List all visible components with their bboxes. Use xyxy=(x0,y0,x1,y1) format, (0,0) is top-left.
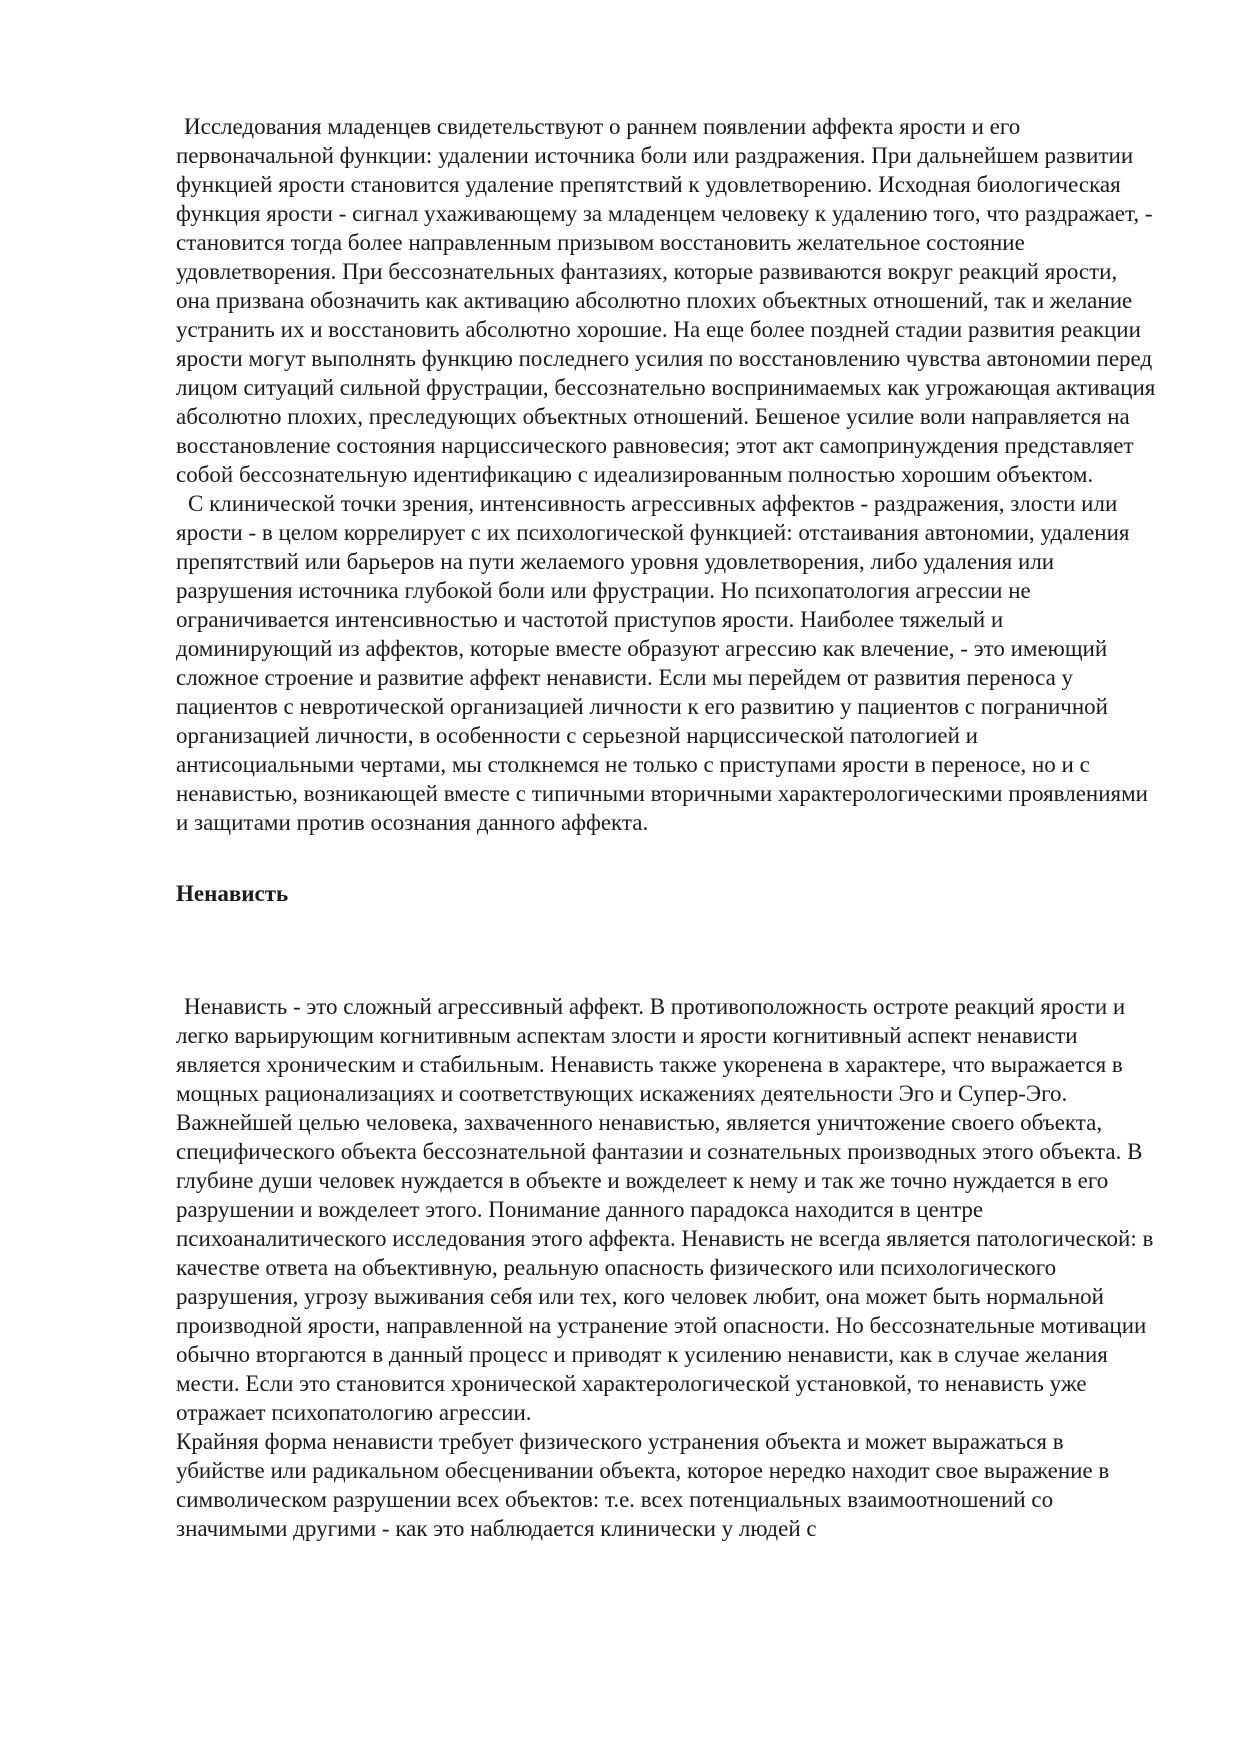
document-body xyxy=(176,112,1156,1543)
paragraph-clinical-aggression: С клинической точки зрения, интенсивность агрессивных аффектов - раздражения, злости или ярости - в целом коррелирует с их психологической функцией: отстаивания автономии, удаления препятствий или барьеров на пути желаемого уровня удовлетворения, либо удаления или разрушения источника глубокой боли или фрустрации. Но психопатология агрессии не ограничивается интенсивностью и частотой приступов ярости. Наиболее тяжелый и доминирующий из аффектов, которые вместе образуют агрессию как влечение, - это имеющий сложное строение и развитие аффект ненависти. Если мы перейдем от развития переноса у пациентов с невротической организацией личности к его развитию у пациентов с пограничной организацией личности, в особенности с серьезной нарциссической патологией и антисоциальными чертами, мы столкнемся не только с приступами ярости в переносе, но и с ненавистью, возникающей вместе с типичными вторичными характерологическими проявлениями и защитами против осознания данного аффекта. xyxy=(176,491,1148,835)
section-heading-hatred: Ненависть xyxy=(176,881,289,906)
paragraph-extreme-hatred: Крайняя форма ненависти требует физического устранения объекта и может выражаться в убийстве или радикальном обесценивании объекта, которое нередко находит свое выражение в символическом разрушении всех объектов: т.е. всех потенциальных взаимоотношений со значимыми другими - как это наблюдается клинически у людей с xyxy=(176,1429,1110,1541)
paragraph-hatred-definition: Ненависть - это сложный агрессивный аффект. В противоположность остроте реакций ярости и легко варьирующим когнитивным аспектам злости и ярости когнитивный аспект ненависти является хроническим и стабильным. Ненависть также укоренена в характере, что выражается в мощных рационализациях и соответствующих искажениях деятельности Эго и Супер-Эго. Важнейшей целью человека, захваченного ненавистью, является уничтожение своего объекта, специфического объекта бессознательной фантазии и сознательных производных этого объекта. В глубине души человек нуждается в объекте и вожделеет к нему и так же точно нуждается в его разрушении и вожделеет этого. Понимание данного парадокса находится в центре психоаналитического исследования этого аффекта. Ненависть не всегда является патологической: в качестве ответа на объективную, реальную опасность физического или психологического разрушения, угрозу выживания себя или тех, кого человек любит, она может быть нормальной производной ярости, направленной на устранение этой опасности. Но бессознательные мотивации обычно вторгаются в данный процесс и приводят к усилению ненависти, как в случае желания мести. Если это становится хронической характерологической установкой, то ненависть уже отражает психопатологию агрессии. xyxy=(176,994,1154,1425)
paragraph-rage-infants: Исследования младенцев свидетельствуют о раннем появлении аффекта ярости и его первоначальной функции: удалении источника боли или раздражения. При дальнейшем развитии функцией ярости становится удаление препятствий к удовлетворению. Исходная биологическая функция ярости - сигнал ухаживающему за младенцем человеку к удалению того, что раздражает, - становится тогда более направленным призывом восстановить желательное состояние удовлетворения. При бессознательных фантазиях, которые развиваются вокруг реакций ярости, она призвана обозначить как активацию абсолютно плохих объектных отношений, так и желание устранить их и восстановить абсолютно хорошие. На еще более поздней стадии развития реакции ярости могут выполнять функцию последнего усилия по восстановлению чувства автономии перед лицом ситуаций сильной фрустрации, бессознательно воспринимаемых как угрожающая активация абсолютно плохих, преследующих объектных отношений. Бешеное усилие воли направляется на восстановление состояния нарциссического равновесия; этот акт самопринуждения представляет собой бессознательную идентификацию с идеализированным полностью хорошим объектом. xyxy=(176,114,1156,487)
heading-spacer xyxy=(176,908,1156,992)
